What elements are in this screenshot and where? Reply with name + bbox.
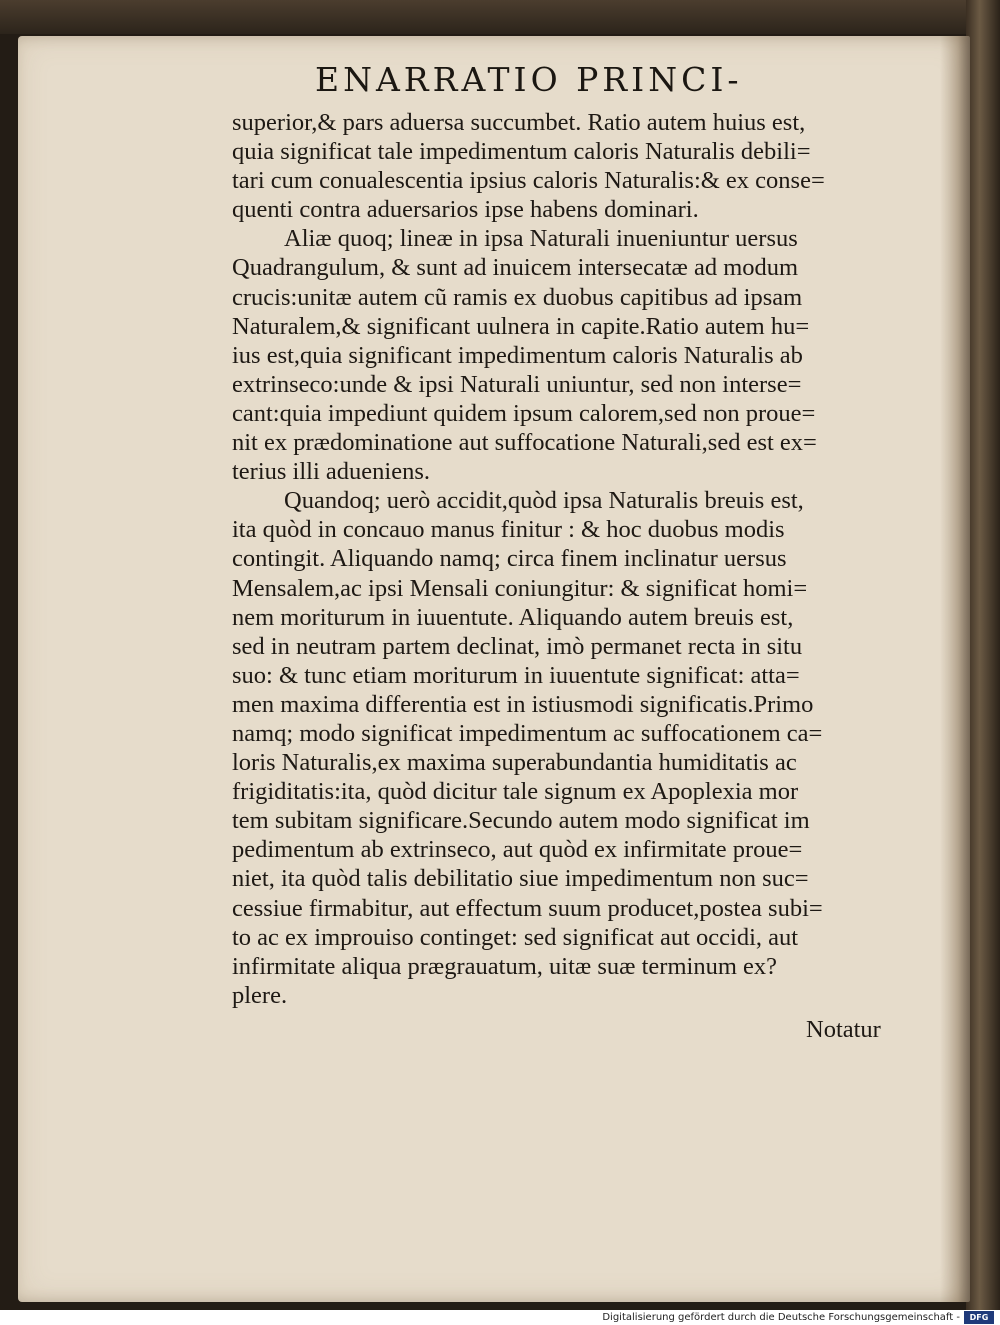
book-edge-right xyxy=(966,0,1000,1310)
text-line: extrinseco:unde & ipsi Naturali uniuntur, sed non interse= xyxy=(232,370,802,398)
text-line: crucis:unitæ autem cũ ramis ex duobus capitibus ad ipsam xyxy=(232,283,803,311)
text-line: quia significat tale impedimentum caloris Naturalis debili= xyxy=(232,138,811,166)
text-line: quenti contra aduersarios ipse habens dominari. xyxy=(232,196,699,224)
text-line: suo: & tunc etiam moriturum in iuuentute significat: atta= xyxy=(232,661,800,689)
text-line: frigiditatis:ita, quòd dicitur tale signum ex Apoplexia mor xyxy=(232,778,799,806)
running-head: ENARRATIO PRINCI- xyxy=(315,60,743,99)
text-line: terius illi adueniens. xyxy=(232,458,430,486)
text-line: tem subitam significare.Secundo autem modo significat im xyxy=(232,807,810,835)
text-line: nit ex prædominatione aut suffocatione Naturali,sed est ex= xyxy=(232,429,817,457)
text-line: namq; modo significat impedimentum ac suffocationem ca= xyxy=(232,719,823,747)
text-line: tari cum conualescentia ipsius caloris Naturalis:& ex conse= xyxy=(232,167,825,195)
dfg-logo: DFG xyxy=(964,1311,994,1324)
text-line: Quandoq; uerò accidit,quòd ipsa Naturalis breuis est, xyxy=(284,487,804,515)
text-line: nem moriturum in iuuentute. Aliquando autem breuis est, xyxy=(232,603,794,631)
text-line: superior,& pars aduersa succumbet. Ratio autem huius est, xyxy=(232,109,806,136)
text-line: ita quòd in concauo manus finitur : & hoc duobus modis xyxy=(232,516,785,544)
text-line: cessiue firmabitur, aut effectum suum producet,postea subi= xyxy=(232,894,823,922)
text-line: loris Naturalis,ex maxima superabundantia humiditatis ac xyxy=(232,749,797,777)
text-line: Aliæ quoq; lineæ in ipsa Naturali inueniuntur uersus xyxy=(284,225,798,253)
text-line: Quadrangulum, & sunt ad inuicem intersecatæ ad modum xyxy=(232,254,799,282)
text-line: pedimentum ab extrinseco, aut quòd ex infirmitate proue= xyxy=(232,836,803,864)
book-edge-top xyxy=(0,0,1000,34)
text-line: men maxima differentia est in istiusmodi significatis.Primo xyxy=(232,690,814,718)
text-line: plere. xyxy=(232,981,288,1009)
catchword: Notatur xyxy=(806,1016,881,1043)
text-line: ius est,quia significant impedimentum caloris Naturalis ab xyxy=(232,341,803,369)
page-gutter-shadow xyxy=(940,36,970,1302)
text-line: Naturalem,& significant uulnera in capite.Ratio autem hu= xyxy=(232,312,810,340)
text-line: sed in neutram partem declinat, imò permanet recta in situ xyxy=(232,632,803,660)
text-line: cant:quia impediunt quidem ipsum calorem,sed non proue= xyxy=(232,399,816,427)
body-text xyxy=(232,108,912,1010)
text-line: niet, ita quòd talis debilitatio siue impedimentum non suc= xyxy=(232,865,809,893)
text-line: infirmitate aliqua prægrauatum, uitæ suæ terminum ex? xyxy=(232,952,778,980)
text-line: Mensalem,ac ipsi Mensali coniungitur: & significat homi= xyxy=(232,574,808,602)
text-line: to ac ex improuiso continget: sed significat aut occidi, aut xyxy=(232,923,799,951)
footer-strip xyxy=(0,1310,1000,1325)
text-line: contingit. Aliquando namq; circa finem inclinatur uersus xyxy=(232,545,787,573)
funding-credit: Digitalisierung gefördert durch die Deutsche Forschungsgemeinschaft - xyxy=(602,1312,960,1323)
